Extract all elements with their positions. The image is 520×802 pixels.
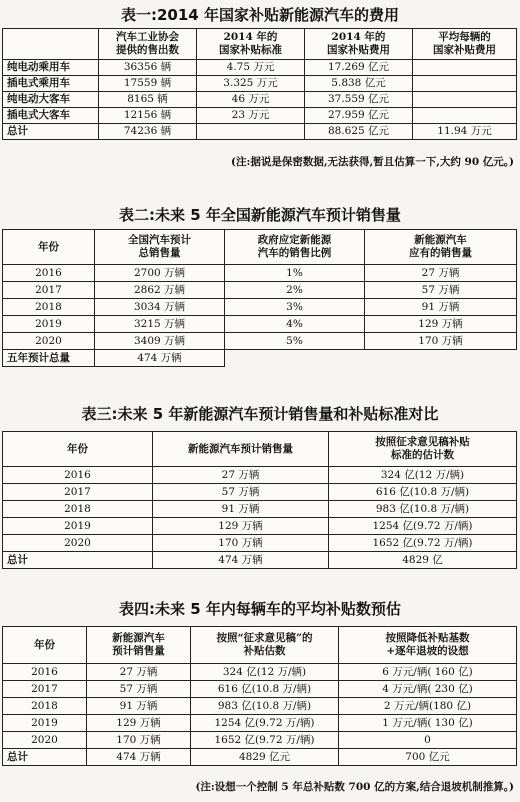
table-cell: 2018	[3, 698, 87, 715]
table3-title: 表三:未来 5 年新能源汽车预计销售量和补贴标准对比	[81, 405, 439, 423]
table-cell: 324 亿(12 万/辆)	[329, 467, 517, 484]
table-cell: 2020	[3, 732, 87, 749]
table-cell	[365, 350, 517, 367]
table-row	[3, 60, 517, 76]
table3-header-cell: 年份	[3, 432, 153, 467]
table-cell: 4.75 万元	[197, 60, 305, 76]
table-cell: 170 万辆	[153, 535, 329, 552]
table-cell: 纯电动大客车	[3, 92, 99, 108]
table-cell: 3.325 万元	[197, 76, 305, 92]
table-cell: 2016	[3, 265, 95, 282]
table-cell: 2 万元/辆(180 亿)	[339, 698, 517, 715]
table-cell: 474 万辆	[153, 552, 329, 569]
table-cell: 2019	[3, 316, 95, 333]
table-cell: 插电式大客车	[3, 108, 99, 124]
table-row	[3, 518, 517, 535]
table4-header-cell: 年份	[3, 627, 87, 664]
table3-header-cell: 按照征求意见稿补贴 标准的估计数	[329, 432, 517, 467]
table-cell: 2700 万辆	[95, 265, 225, 282]
table2-title: 表二:未来 5 年全国新能源汽车预计销售量	[119, 206, 401, 224]
table-cell	[413, 76, 517, 92]
table-row-total	[3, 124, 517, 140]
table-row	[3, 333, 517, 350]
table-cell: 324 亿(12 万/辆)	[191, 664, 339, 681]
table4-header-cell: 按照“征求意见稿”的 补贴估数	[191, 627, 339, 664]
table4-header-row	[3, 627, 517, 664]
table-cell: 总计	[3, 552, 153, 569]
table-cell: 2017	[3, 282, 95, 299]
table-cell: 27.959 亿元	[305, 108, 413, 124]
table-cell: 1 万元/辆( 130 亿)	[339, 715, 517, 732]
table-cell	[197, 124, 305, 140]
table4-title: 表四:未来 5 年内每辆车的平均补贴数预估	[119, 600, 401, 618]
table-cell: 57 万辆	[365, 282, 517, 299]
table-cell	[413, 92, 517, 108]
table-cell: 27 万辆	[153, 467, 329, 484]
table-cell: 91 万辆	[87, 698, 191, 715]
table-row	[3, 484, 517, 501]
table-cell: 74236 辆	[99, 124, 197, 140]
table-cell: 2020	[3, 333, 95, 350]
table3	[2, 431, 517, 569]
table2-header-cell: 年份	[3, 230, 95, 265]
table-cell: 983 亿(10.8 万/辆)	[191, 698, 339, 715]
table-cell: 4%	[225, 316, 365, 333]
table-row-total	[3, 552, 517, 569]
table-cell: 17.269 亿元	[305, 60, 413, 76]
table-row	[3, 535, 517, 552]
table-row	[3, 732, 517, 749]
table-row	[3, 664, 517, 681]
table-cell: 474 万辆	[87, 749, 191, 766]
table-cell: 总计	[3, 749, 87, 766]
table-cell: 4 万元/辆( 230 亿)	[339, 681, 517, 698]
table-cell: 17559 辆	[99, 76, 197, 92]
table-row	[3, 92, 517, 108]
table-cell: 2020	[3, 535, 153, 552]
table-cell: 2017	[3, 484, 153, 501]
table-cell: 8165 辆	[99, 92, 197, 108]
table-cell: 2%	[225, 282, 365, 299]
table1-header-cell	[3, 29, 99, 60]
table-row	[3, 299, 517, 316]
table4-note: (注:设想一个控制 5 年总补贴数 700 亿的方案,结合退坡机制推算。)	[195, 781, 514, 793]
table-cell: 1254 亿(9.72 万/辆)	[329, 518, 517, 535]
table-cell	[413, 60, 517, 76]
table-row	[3, 108, 517, 124]
table3-header-row	[3, 432, 517, 467]
table-cell: 1%	[225, 265, 365, 282]
table-cell: 12156 辆	[99, 108, 197, 124]
table-cell: 57 万辆	[87, 681, 191, 698]
table-row	[3, 467, 517, 484]
table-cell: 3034 万辆	[95, 299, 225, 316]
table-row	[3, 265, 517, 282]
table2-header-cell: 政府应定新能源 汽车的销售比例	[225, 230, 365, 265]
table-cell: 2018	[3, 299, 95, 316]
table-cell: 1254 亿(9.72 万/辆)	[191, 715, 339, 732]
table-cell: 129 万辆	[365, 316, 517, 333]
table-cell	[413, 108, 517, 124]
table-cell: 3409 万辆	[95, 333, 225, 350]
table-cell: 6 万元/辆( 160 亿)	[339, 664, 517, 681]
table4	[2, 626, 517, 766]
table-cell: 1652 亿(9.72 万/辆)	[329, 535, 517, 552]
table-cell: 27 万辆	[365, 265, 517, 282]
table-row-total	[3, 350, 517, 367]
table-cell: 3%	[225, 299, 365, 316]
table-cell: 91 万辆	[153, 501, 329, 518]
table4-header-cell: 新能源汽车 预计销售量	[87, 627, 191, 664]
table-row	[3, 681, 517, 698]
table-cell: 170 万辆	[87, 732, 191, 749]
table2-header-cell: 全国汽车预计 总销售量	[95, 230, 225, 265]
table1-note: (注:据说是保密数据,无法获得,暂且估算一下,大约 90 亿元。)	[231, 156, 514, 168]
table-cell: 23 万元	[197, 108, 305, 124]
table-cell: 27 万辆	[87, 664, 191, 681]
table-cell: 2019	[3, 518, 153, 535]
table-cell: 4829 亿元	[191, 749, 339, 766]
table-cell: 4829 亿	[329, 552, 517, 569]
table-cell: 57 万辆	[153, 484, 329, 501]
table-row	[3, 76, 517, 92]
table-cell: 2016	[3, 664, 87, 681]
table1-header-cell: 汽车工业协会 提供的售出数	[99, 29, 197, 60]
table1-header-cell: 平均每辆的 国家补贴费用	[413, 29, 517, 60]
table1-title: 表一:2014 年国家补贴新能源汽车的费用	[121, 6, 399, 24]
table-cell: 插电式乘用车	[3, 76, 99, 92]
table-row	[3, 316, 517, 333]
table1-header-row	[3, 29, 517, 60]
table-row	[3, 698, 517, 715]
table-cell: 2018	[3, 501, 153, 518]
table-cell: 170 万辆	[365, 333, 517, 350]
table-cell: 11.94 万元	[413, 124, 517, 140]
table-cell: 1652 亿(9.72 万/辆)	[191, 732, 339, 749]
table-cell: 46 万元	[197, 92, 305, 108]
table-cell: 2862 万辆	[95, 282, 225, 299]
table-row-total	[3, 749, 517, 766]
table1	[2, 28, 517, 140]
table-row	[3, 715, 517, 732]
table-cell	[225, 350, 365, 367]
table-cell: 0	[339, 732, 517, 749]
table-cell: 129 万辆	[153, 518, 329, 535]
table-cell: 37.559 亿元	[305, 92, 413, 108]
table-cell: 616 亿(10.8 万/辆)	[191, 681, 339, 698]
table-cell: 616 亿(10.8 万/辆)	[329, 484, 517, 501]
table2-header-cell: 新能源汽车 应有的销售量	[365, 230, 517, 265]
table-cell: 2019	[3, 715, 87, 732]
table-cell: 983 亿(10.8 万/辆)	[329, 501, 517, 518]
table-cell: 2017	[3, 681, 87, 698]
table-cell: 129 万辆	[87, 715, 191, 732]
table-cell: 88.625 亿元	[305, 124, 413, 140]
table-cell: 5%	[225, 333, 365, 350]
table1-header-cell: 2014 年的 国家补贴费用	[305, 29, 413, 60]
table4-header-cell: 按照降低补贴基数 +逐年退坡的设想	[339, 627, 517, 664]
table-cell: 474 万辆	[95, 350, 225, 367]
table-cell: 700 亿元	[339, 749, 517, 766]
table2-header-row	[3, 230, 517, 265]
table-cell: 纯电动乘用车	[3, 60, 99, 76]
table-cell: 91 万辆	[365, 299, 517, 316]
table1-header-cell: 2014 年的 国家补贴标准	[197, 29, 305, 60]
table-cell: 五年预计总量	[3, 350, 95, 367]
table3-header-cell: 新能源汽车预计销售量	[153, 432, 329, 467]
table-row	[3, 282, 517, 299]
table-cell: 36356 辆	[99, 60, 197, 76]
table2	[2, 229, 517, 367]
table-cell: 总计	[3, 124, 99, 140]
table-cell: 5.838 亿元	[305, 76, 413, 92]
table-row	[3, 501, 517, 518]
table-cell: 3215 万辆	[95, 316, 225, 333]
table-cell: 2016	[3, 467, 153, 484]
